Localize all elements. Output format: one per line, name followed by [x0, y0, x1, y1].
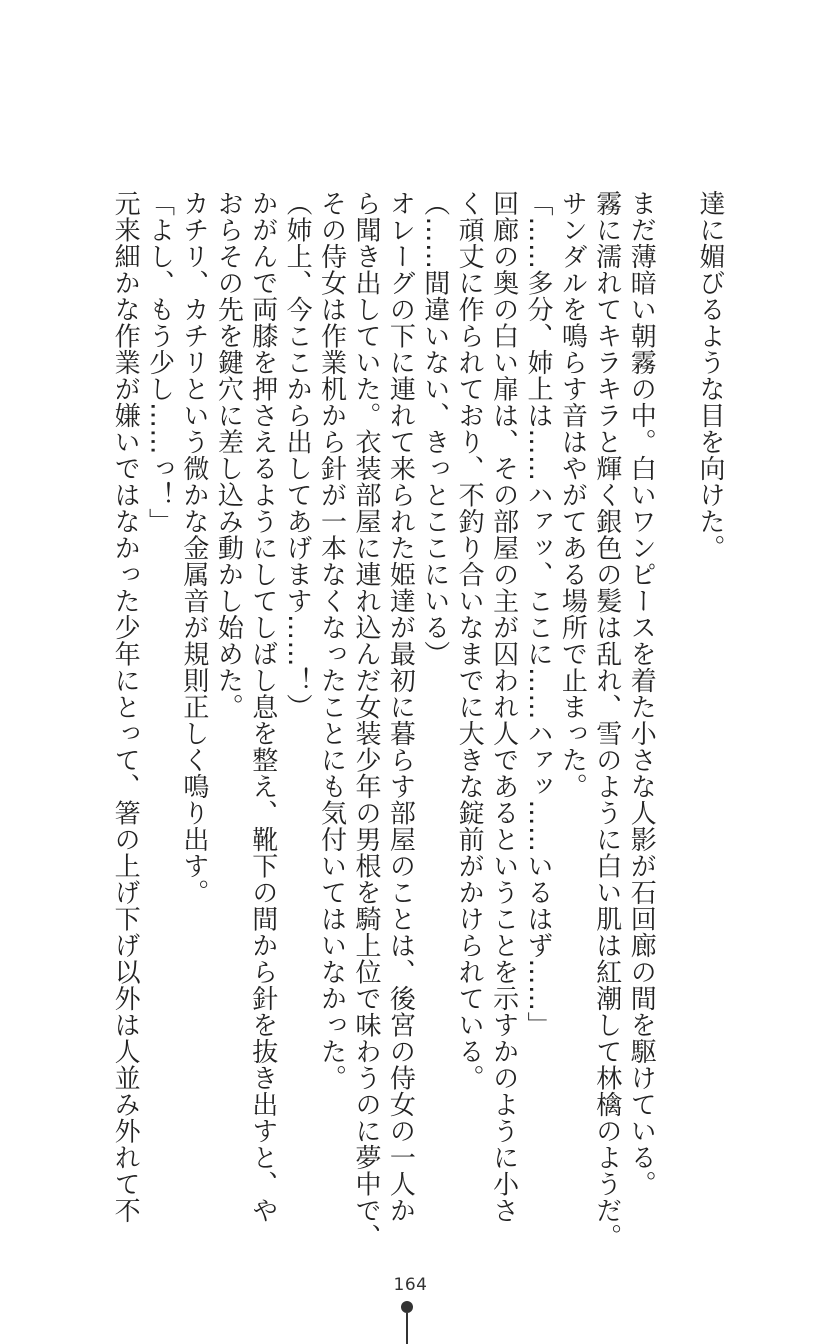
- text-line: 元来細かな作業が嫌いではなかった少年にとって、箸の上げ下げ以外は人並み外れて不: [110, 190, 141, 1224]
- text-line: ら聞き出していた。衣装部屋に連れ込んだ女装少年の男根を騎上位で味わうのに夢中で、: [350, 190, 381, 1250]
- text-line: その侍女は作業机から針が一本なくなったことにも気付いてはいなかった。: [316, 190, 347, 1091]
- folio-dot-ornament: [401, 1301, 413, 1313]
- text-line: く頑丈に作られており、不釣り合いなまでに大きな錠前がかけられている。: [454, 190, 485, 1091]
- text-line: 回廊の奥の白い扉は、その部屋の主が囚われ人であるということを示すかのように小さ: [488, 190, 519, 1224]
- blank-line: [658, 190, 692, 1080]
- text-line: まだ薄暗い朝霧の中。白いワンピースを着た小さな人影が石回廊の間を駆けている。: [626, 190, 657, 1197]
- text-line: オレーグの下に連れて来られた姫達が最初に暮らす部屋のことは、後宮の侍女の一人か: [385, 190, 416, 1224]
- text-line: サンダルを鳴らす音はやがてある場所で止まった。: [557, 190, 588, 800]
- text-line: 「……多分、姉上は……ハァッ、ここに……ハァッ……いるはず……」: [522, 190, 553, 1038]
- folio-line-ornament: [406, 1313, 408, 1344]
- text-line: （……間違いない、きっとここにいる）: [419, 190, 450, 667]
- text-line: （姉上、今ここから出してあげます……！）: [282, 190, 313, 720]
- page-number: 164: [393, 1275, 428, 1295]
- text-line: カチリ、カチリという微かな金属音が規則正しく鳴り出す。: [178, 190, 209, 906]
- text-line: おらその先を鍵穴に差し込み動かし始めた。: [213, 190, 244, 720]
- text-line: かがんで両膝を押さえるようにしてしばし息を整え、靴下の間から針を抜き出すと、や: [247, 190, 278, 1224]
- text-line: 「よし、もう少し……っ！」: [144, 190, 175, 535]
- text-line: 達に媚びるような目を向けた。: [695, 190, 725, 561]
- text-line: 霧に濡れてキラキラと輝く銀色の髪は乱れ、雪のように白い肌は紅潮して林檎のようだ。: [591, 190, 622, 1250]
- vertical-text-block: [108, 190, 727, 1250]
